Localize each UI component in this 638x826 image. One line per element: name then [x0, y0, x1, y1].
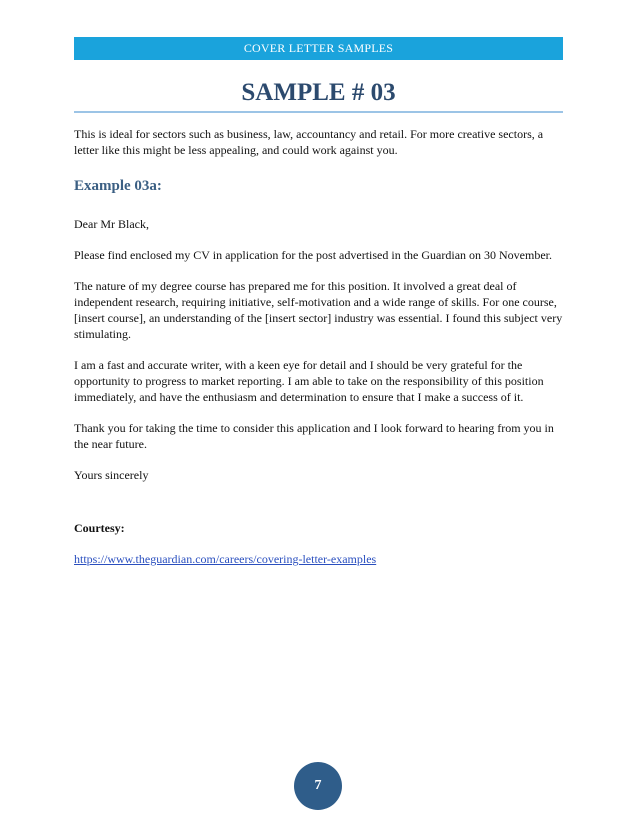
letter-paragraph-4: Thank you for taking the time to consider this application and I look forward to hearing from you in the near future. — [74, 421, 554, 451]
document-body — [74, 126, 566, 582]
letter-paragraph-3: I am a fast and accurate writer, with a keen eye for detail and I should be very grateful for the opportunity to progress to market reporting. I am able to take on the responsibility of this position immediately, and have the enthusiasm and determination to ensure that I make a success of it. — [74, 358, 544, 404]
courtesy-link[interactable]: https://www.theguardian.com/careers/covering-letter-examples — [74, 552, 377, 566]
page-number-badge — [294, 762, 342, 810]
spacer — [74, 498, 566, 520]
courtesy-label: Courtesy: — [74, 521, 125, 535]
title-divider — [74, 111, 563, 113]
letter-paragraph-2: The nature of my degree course has prepared me for this position. It involved a great deal of independent research, requiring initiative, self-motivation and a wide range of skills. For one course, [insert course], an understanding of the [insert sector] industry was essential. I found this subject very stimulating. — [74, 279, 563, 341]
page-number: 7 — [314, 778, 322, 793]
letter-closing: Yours sincerely — [74, 468, 149, 482]
letter-salutation: Dear Mr Black, — [74, 217, 149, 231]
header-bar — [74, 37, 563, 60]
example-heading: Example 03a: — [74, 178, 162, 194]
header-title: COVER LETTER SAMPLES — [243, 41, 394, 55]
intro-paragraph: This is ideal for sectors such as business, law, accountancy and retail. For more creative sectors, a letter like this might be less appealing, and could work against you. — [74, 127, 544, 157]
page-title: SAMPLE # 03 — [241, 79, 396, 106]
letter-paragraph-1: Please find enclosed my CV in application for the post advertised in the Guardian on 30 November. — [74, 248, 553, 262]
